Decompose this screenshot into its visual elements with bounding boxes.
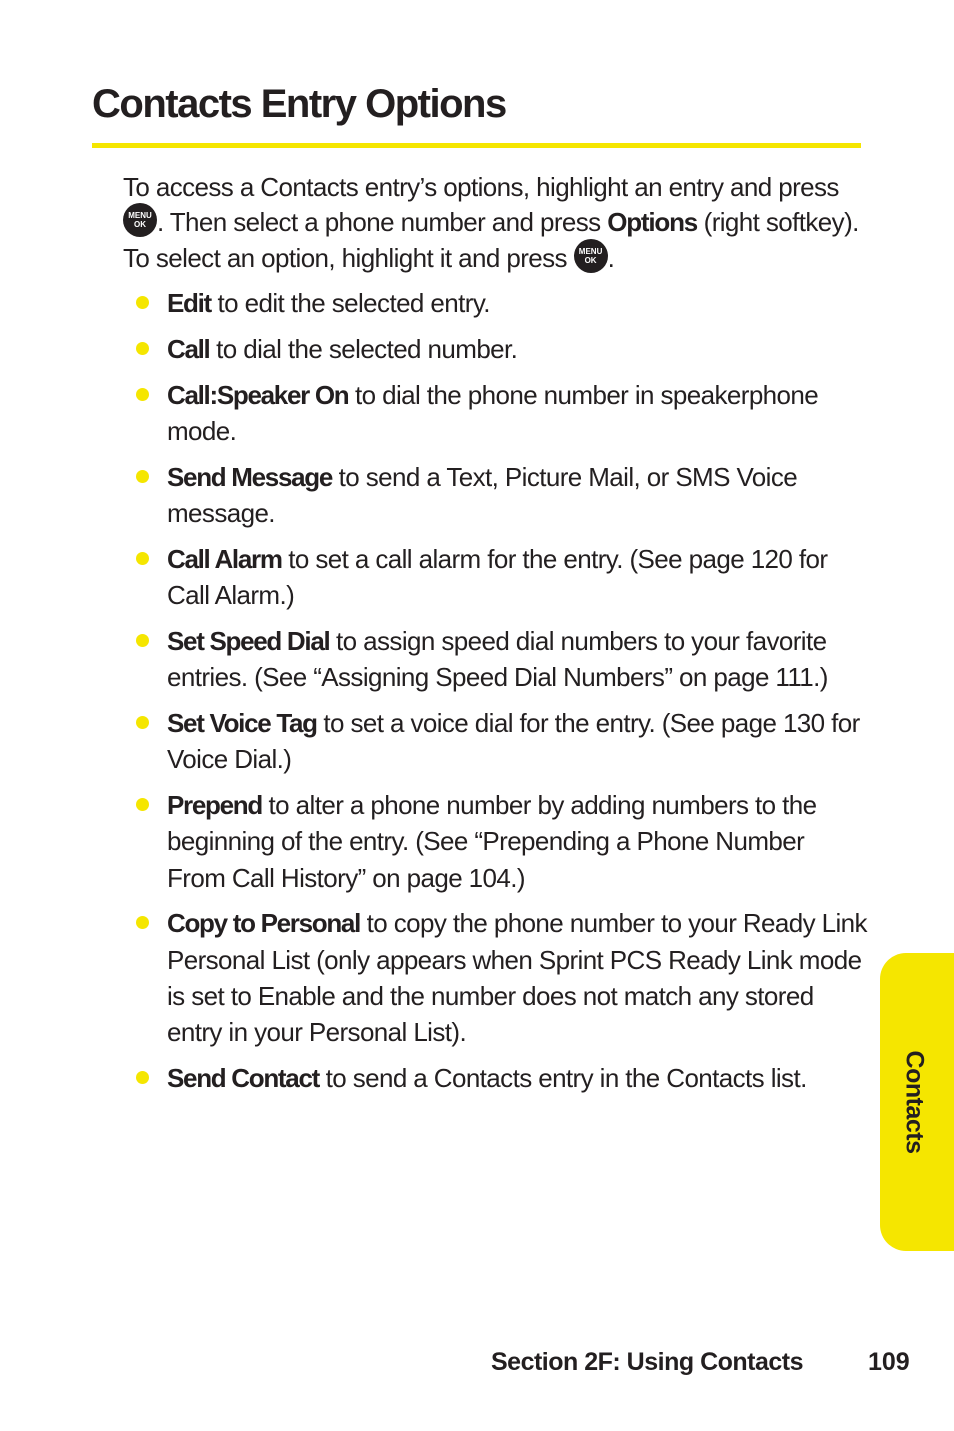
bullet-icon xyxy=(136,916,149,929)
option-term: Call:Speaker On xyxy=(167,379,349,410)
option-desc: to copy the phone number to your Ready Link Personal List (only appears when Sprint PCS Ready Link mode is set to Enable and the number does not match any stored entry in your Personal List). xyxy=(167,908,867,1048)
option-term: Call xyxy=(167,333,210,364)
list-item xyxy=(123,285,868,321)
page-number: 109 xyxy=(868,1348,910,1376)
options-term: Options xyxy=(607,206,698,237)
intro-text-3: (right softkey). To select an option, highlight it and press xyxy=(123,206,859,273)
side-tab-label: Contacts xyxy=(900,1050,929,1154)
intro-paragraph xyxy=(123,170,868,277)
option-term: Set Voice Tag xyxy=(167,707,317,738)
bullet-icon xyxy=(136,634,149,647)
bullet-icon xyxy=(136,296,149,309)
option-term: Edit xyxy=(167,288,211,318)
footer-section-title: Section 2F: Using Contacts xyxy=(491,1348,804,1376)
bullet-icon xyxy=(136,1071,149,1084)
bullet-icon xyxy=(136,716,149,729)
option-desc: to send a Contacts entry in the Contacts list. xyxy=(318,1063,807,1094)
option-desc: to set a call alarm for the entry. (See page 120 for Call Alarm.) xyxy=(167,543,828,611)
list-item xyxy=(123,377,868,450)
bullet-icon xyxy=(136,342,149,355)
intro-text-1: To access a Contacts entry’s options, highlight an entry and press xyxy=(123,172,839,202)
option-term: Send Message xyxy=(167,461,333,492)
option-desc: to edit the selected entry. xyxy=(210,288,490,318)
option-desc: to set a voice dial for the entry. (See page 130 for Voice Dial.) xyxy=(167,707,860,775)
option-term: Set Speed Dial xyxy=(167,625,330,656)
page-title: Contacts Entry Options xyxy=(92,82,506,126)
option-term: Copy to Personal xyxy=(167,908,361,939)
intro-text-2: . Then select a phone number and press xyxy=(157,206,608,237)
bullet-icon xyxy=(136,470,149,483)
list-item xyxy=(123,705,868,778)
list-item xyxy=(123,331,868,367)
intro-text-4: . xyxy=(607,242,615,273)
list-item xyxy=(123,905,868,1050)
bullet-icon xyxy=(136,798,149,811)
list-item xyxy=(123,1060,868,1096)
option-term: Send Contact xyxy=(167,1063,319,1094)
option-desc: to assign speed dial numbers to your favorite entries. (See “Assigning Speed Dial Numbers” on page 111.) xyxy=(167,625,828,693)
title-underline xyxy=(92,143,861,148)
list-item xyxy=(123,541,868,614)
bullet-icon xyxy=(136,552,149,565)
option-term: Call Alarm xyxy=(167,543,282,574)
option-desc: to alter a phone number by adding numbers to the beginning of the entry. (See “Prepending a Phone Number From Call History” on page 104.) xyxy=(167,790,817,893)
option-term: Prepend xyxy=(167,790,262,821)
list-item xyxy=(123,459,868,532)
option-desc: to send a Text, Picture Mail, or SMS Voice message. xyxy=(167,461,798,528)
bullet-icon xyxy=(136,388,149,401)
menu-ok-key-icon: MENU OK xyxy=(123,203,157,237)
list-item xyxy=(123,787,868,896)
option-desc: to dial the selected number. xyxy=(209,333,518,364)
option-desc: to dial the phone number in speakerphone mode. xyxy=(167,379,819,446)
menu-ok-key-icon: MENU OK xyxy=(574,239,608,273)
options-list xyxy=(123,285,868,1106)
list-item xyxy=(123,623,868,696)
